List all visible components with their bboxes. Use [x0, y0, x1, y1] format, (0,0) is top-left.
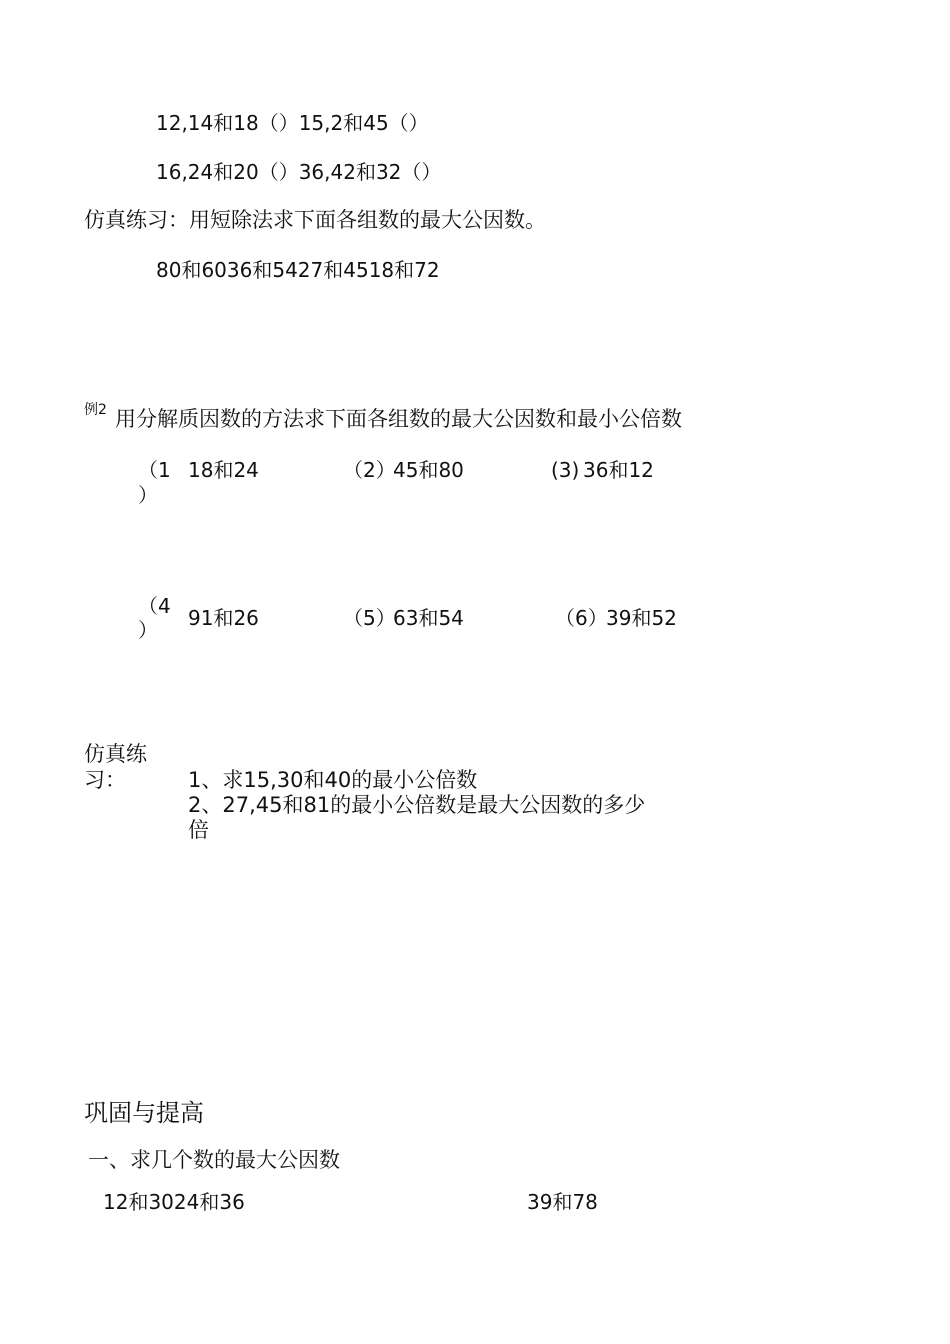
example-label: 例2 [84, 402, 107, 418]
practice2-question-2-cont-text: 倍 [188, 818, 209, 842]
example-text: 用分解质因数的方法求下面各组数的最大公因数和最小公倍数 [115, 407, 682, 431]
section-1-right-items: 39和78 [527, 1190, 598, 1214]
item-6-number: （6） [555, 606, 608, 630]
item-5-value: 63和54 [393, 606, 464, 630]
section-1-heading: 一、求几个数的最大公因数 [88, 1148, 340, 1172]
item-3-value: 36和12 [583, 458, 654, 482]
item-1-number-top: （1 [138, 458, 171, 482]
practice2-label-bottom: 习： [84, 768, 126, 792]
item-4-value: 91和26 [188, 606, 259, 630]
item-5-number: （5） [343, 606, 396, 630]
practice2-label-top: 仿真练 [84, 742, 147, 766]
item-4-number-top: （4 [138, 594, 171, 618]
item-2-number: （2） [343, 458, 396, 482]
item-2-value: 45和80 [393, 458, 464, 482]
section-1-left-items: 12和3024和36 [103, 1190, 245, 1214]
practice-heading: 仿真练习：用短除法求下面各组数的最大公因数。 [84, 208, 546, 232]
practice-groups: 80和6036和5427和4518和72 [156, 258, 440, 282]
section-title: 巩固与提高 [84, 1099, 204, 1127]
item-4-number-bottom: ） [138, 618, 158, 642]
item-1-number-bottom: ） [138, 483, 158, 507]
item-1-value: 18和24 [188, 458, 259, 482]
item-3-number: (3) [551, 458, 580, 482]
item-6-value: 39和52 [606, 606, 677, 630]
exercise-line-2: 16,24和20（）36,42和32（） [156, 160, 442, 184]
exercise-line-1: 12,14和18（）15,2和45（） [156, 111, 429, 135]
practice2-question-1: 1、求15,30和40的最小公倍数 [188, 768, 478, 792]
practice2-question-2: 2、27,45和81的最小公倍数是最大公因数的多少 [188, 793, 646, 817]
practice2-question-2-continuation [188, 818, 209, 842]
